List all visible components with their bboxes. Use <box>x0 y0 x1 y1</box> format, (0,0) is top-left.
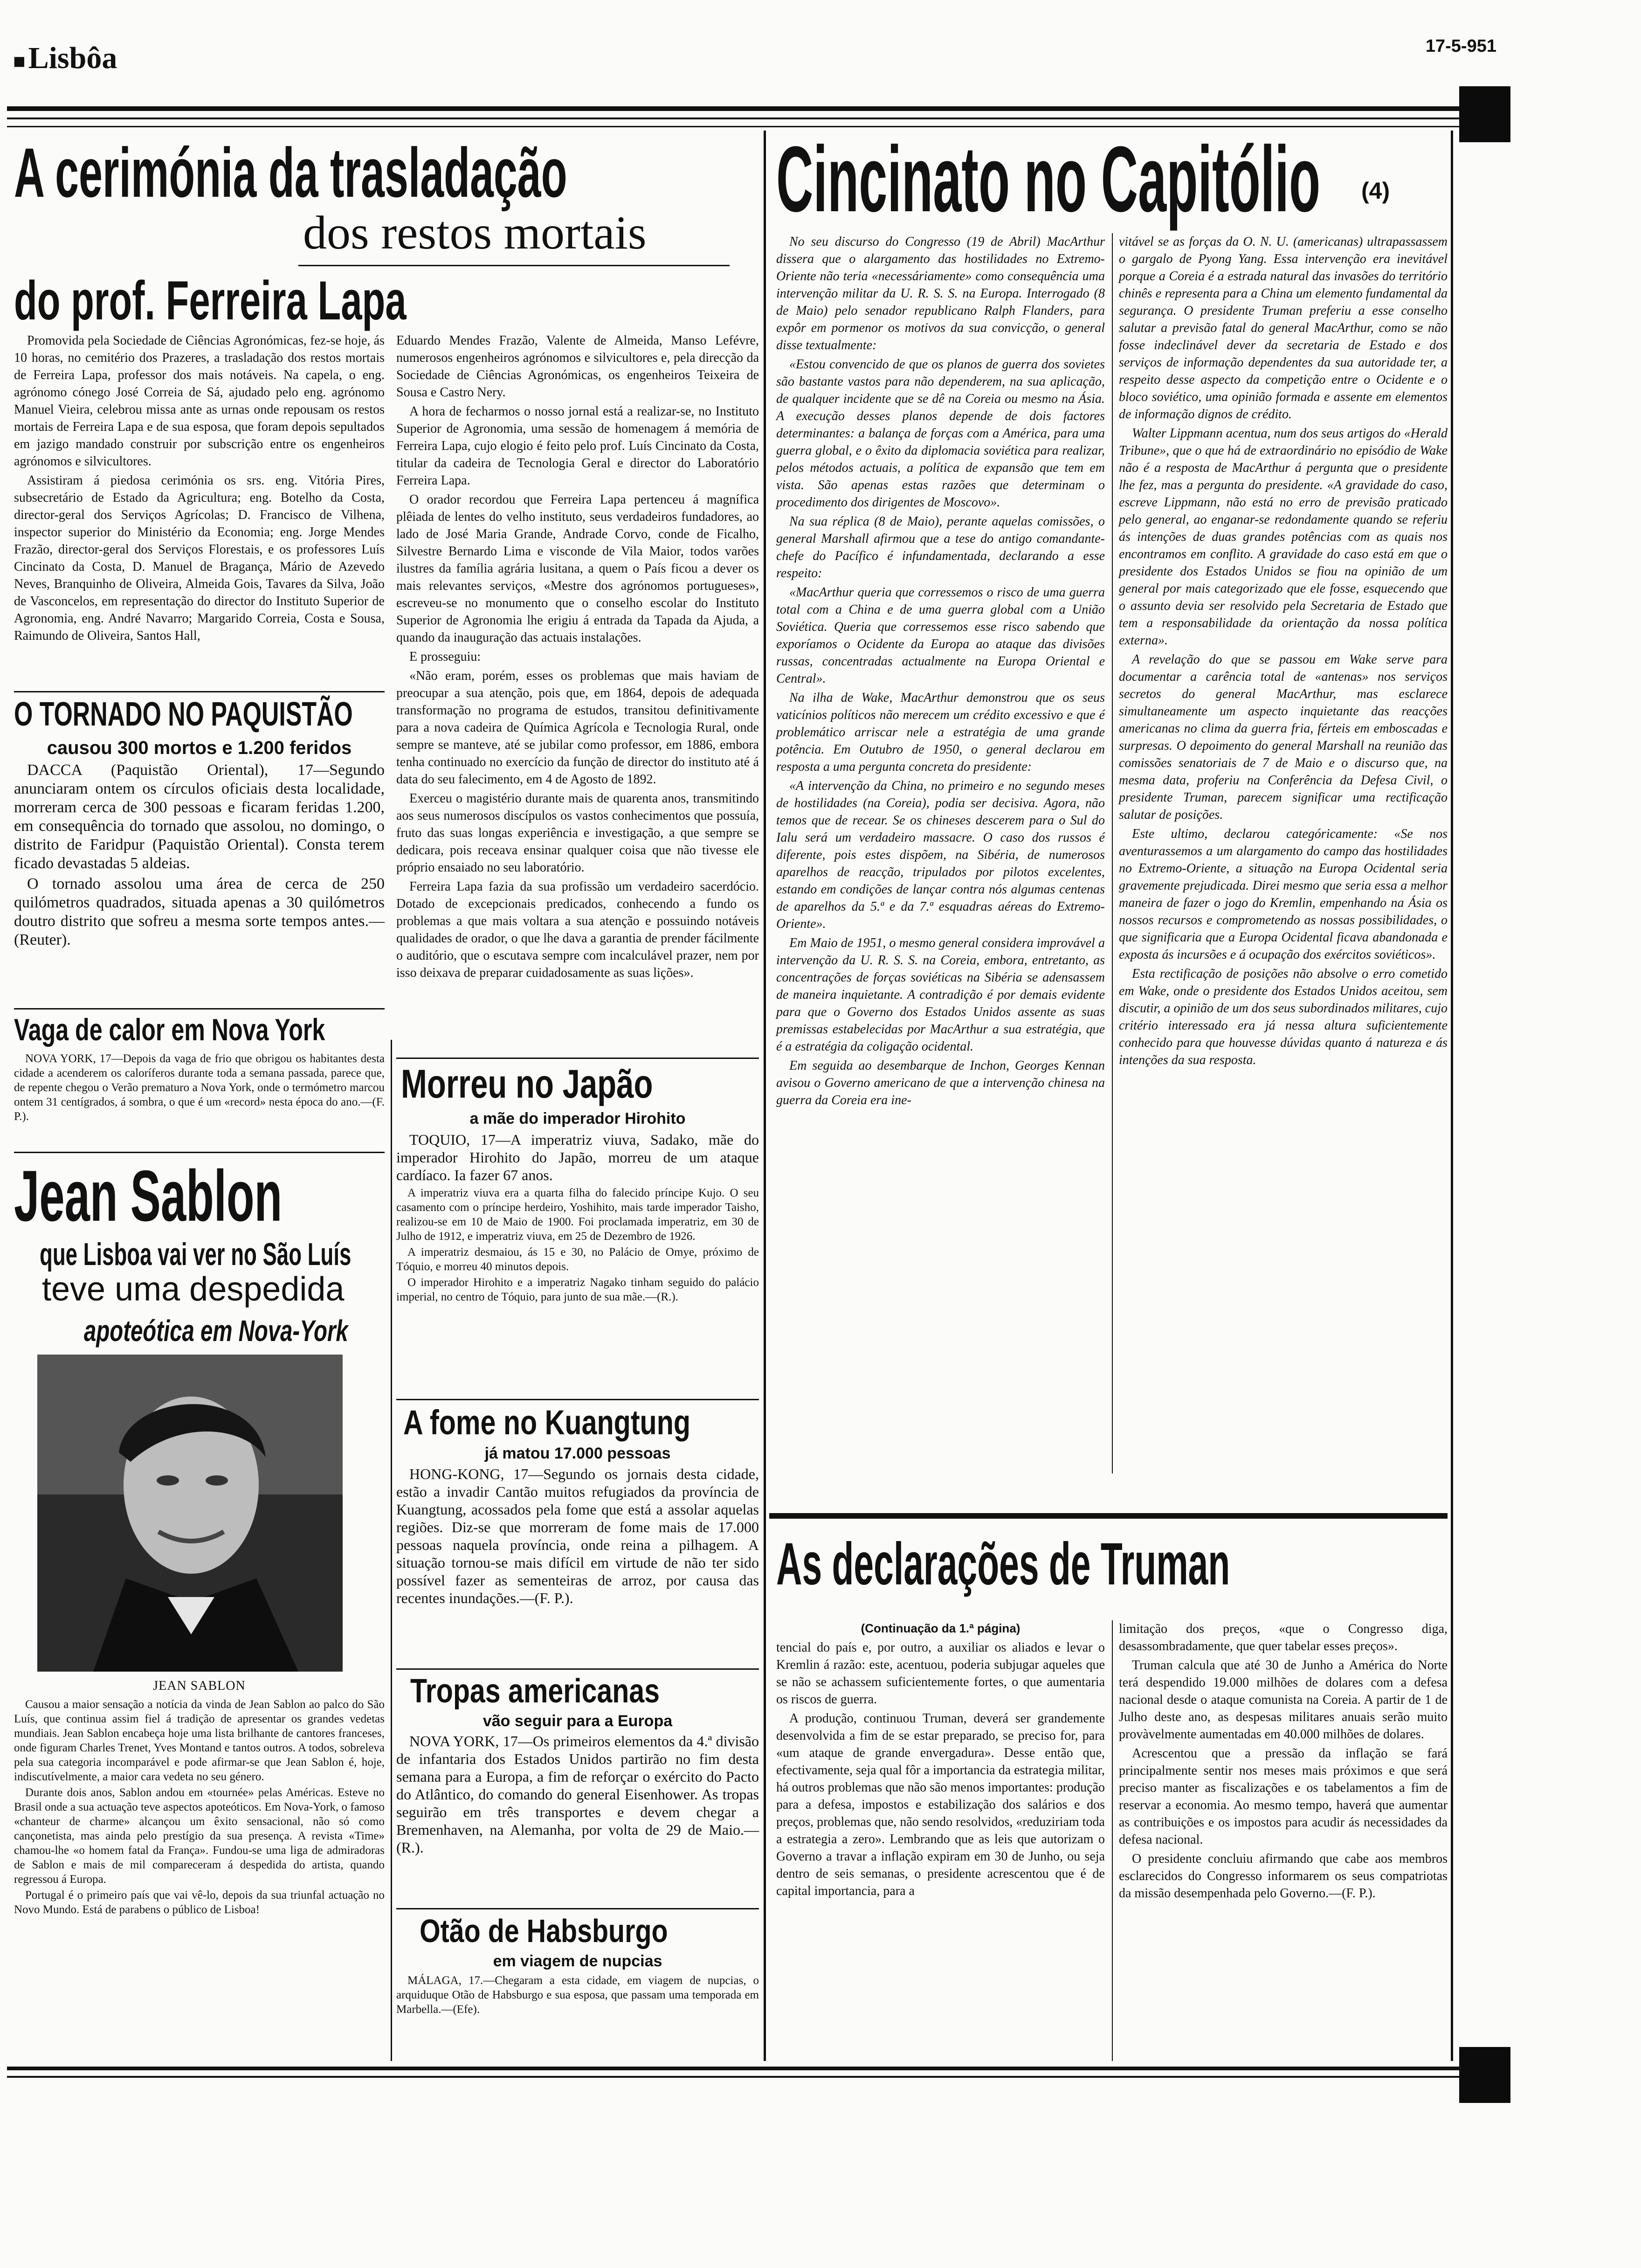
lapa-paragraph: Assistiram á piedosa cerimónia os srs. eng. Vitória Pires, subsecretário de Estado da Agricultura; eng. Botelho da Costa, director-geral dos Serviços Agrícolas; D. Francisco de Vilhena, inspector superior do Ministério da Economia; eng. Jorge Mendes Frazão, director-geral dos Serviços Florestais, e os professores Luís Cincinato da Costa, D. Manuel de Bragança, Mário de Azevedo Neves, Branquinho de Oliveira, Almeida Gois, Tavares da Silva, João de Vasconcelos, em representação do director do Instituto Superior de Agronomia, eng. André Navarro; Margarido Correia, Costa e Sousa, Raimundo de Oliveira, Santos Hall, <box>14 473 385 643</box>
lapa-paragraph: O orador recordou que Ferreira Lapa pertenceu á magnífica plêiada de lentes do velho instituto, seus verdadeiros fundadores, ao lado de José Maria Grande, Andrade Corvo, conde de Ficalho, Silvestre Bernardo Lima e visconde de Vila Maior, todos varões ilustres da família agrária lusitana, a quem o País ficou a dever os mais relevantes serviços, «Mestre dos agrónomos portugueses», escreveu-se no monumento que o conselho escolar do Instituto Superior de Agronomia lhe erigiu á entrada da Tapada da Ajuda, a quando da inauguração das actuais instalações. <box>396 492 759 645</box>
bottom-rule-2 <box>7 2076 1462 2078</box>
fome-headline: A fome no Kuangtung <box>403 1403 691 1442</box>
sablon-sub-1: que Lisboa vai ver no São Luís <box>40 1237 352 1272</box>
lapa-paragraph: Promovida pela Sociedade de Ciências Agronómicas, fez-se hoje, ás 10 horas, no cemitério dos Prazeres, a trasladação dos restos mortais de Ferreira Lapa, professor dos mais notáveis. Na capela, o eng. agrónomo cónego José Correia de Sá, ajudado pelo eng. agrónomo Manuel Vieira, celebrou missa ante as urnas onde repousam os restos mortais de Ferreira Lapa e de sua esposa, que foram depois sepultados em jazigo mandado construir por subscrição entre os engenheiros agrónomos e silvicultores. <box>14 333 385 469</box>
lapa-paragraph: A hora de fecharmos o nosso jornal está a realizar-se, no Instituto Superior de Agronomia, uma sessão de homenagem á memória de Ferreira Lapa, cujo elogio é feito pelo prof. Luís Cincinato da Costa, titular da cadeira de Tecnologia Geral e director do Laboratório Ferreira Lapa. <box>396 404 759 488</box>
truman-paragraph: O presidente concluiu afirmando que cabe aos membros esclarecidos do Congresso informarem os seus compatriotas da missão desempenhada pelo Governo.—(F. P.). <box>1119 1852 1448 1901</box>
cincinato-paragraph: «MacArthur queria que corressemos o risco de uma guerra total com a China e de uma guerra global com a União Soviética. Queria que corressemos esse risco sabendo que exporíamos o Ocidente da Europa ao ataque das divisões russas, concentradas actualmente na Europa Oriental e Central». <box>776 585 1105 686</box>
lapa-col-2 <box>396 332 759 983</box>
truman-paragraph: tencial do país e, por outro, a auxiliar os aliados e levar o Kremlin á razão: este, acentuou, poderia subjugar aqueles que se não se achassem suficientemente fortes, o que aumentaria os riscos de guerra. <box>776 1640 1105 1707</box>
portrait-illustration <box>37 1355 343 1672</box>
tornado-paragraph: DACCA (Paquistão Oriental), 17—Segundo anunciaram ontem os círculos oficiais desta localidade, morreram cerca de 300 pessoas e ficaram feridas 1.200, em consequência do tornado que assolou, no domingo, o distrito de Faridpur (Paquistão Oriental). Consta terem ficado devastadas 5 aldeias. <box>14 761 385 872</box>
morreu-headline: Morreu no Japão <box>401 1062 653 1106</box>
sablon-body <box>14 1697 385 1918</box>
cincinato-paragraph: Na sua réplica (8 de Maio), perante aquelas comissões, o general Marshall afirmou que a tese do antigo comandante-chefe do Pacífico é infundamentada, declarando a esse respeito: <box>776 514 1105 581</box>
morreu-body <box>396 1131 759 1306</box>
otao-paragraph: MÁLAGA, 17.—Chegaram a esta cidade, em viagem de nupcias, o arquiduque Otão de Habsburgo e sua esposa, que passam uma temporada em Marbella.—(Efe). <box>396 1974 759 2016</box>
lapa-paragraph: Eduardo Mendes Frazão, Valente de Almeida, Manso Lefévre, numerosos engenheiros agrónomos e silvicultores e, pela direcção da Sociedade de Ciências Agronómicas, os engenheiros Teixeira de Sousa e Castro Nery. <box>396 333 759 400</box>
otao-headline: Otão de Habsburgo <box>420 1913 668 1949</box>
lapa-col-1 <box>14 332 385 646</box>
truman-col-2 <box>1119 1620 1448 1904</box>
tornado-paragraph: O tornado assolou uma área de cerca de 250 quilómetros quadrados, situada apenas a 30 quilómetros doutro distrito que sofreu a mesma sorte tempos antes.—(Reuter). <box>14 875 385 948</box>
cincinato-paragraph: A revelação do que se passou em Wake serve para documentar a carência total de «antenas» nos serviços secretos do general MacArthur, mas esclarece simultaneamente um aspecto inquietante das reacções americanas no clima da guerra fria, férteis em emboscadas e surpresas. O depoimento do general Marshall na reunião das comissões senatoriais de 7 de Maio e o discurso que, na mesma data, proferiu na Conferência da Defesa Civil, o presidente Truman, parecem significar uma rectificação salutar de posições. <box>1119 652 1448 822</box>
heatwave-top-rule <box>14 1008 385 1010</box>
photo-caption: JEAN SABLON <box>153 1679 246 1693</box>
tornado-top-rule <box>14 691 385 692</box>
tropas-subhead: vão seguir para a Europa <box>483 1712 673 1730</box>
lapa-headline-3: do prof. Ferreira Lapa <box>14 270 407 332</box>
cincinato-paragraph: Na ilha de Wake, MacArthur demonstrou que os seus vaticínios políticos não merecem um crédito excessivo e que é problemático arriscar nele a estratégia de uma grande potência. Em Outubro de 1950, o general declarou em resposta a uma pergunta concreta do presidente: <box>776 691 1105 774</box>
truman-continuation: (Continuação da 1.ª página) <box>861 1621 1020 1635</box>
cincinato-col-1 <box>776 233 1105 1111</box>
divider-right-main <box>1451 131 1453 2061</box>
sablon-sub-3: apoteótica em Nova-York <box>84 1314 348 1348</box>
lapa-headline-rule <box>298 265 730 266</box>
lapa-headline-1: A cerimónia da trasladação <box>14 133 567 212</box>
sablon-paragraph: Durante dois anos, Sablon andou em «tournée» pelas Américas. Esteve no Brasil onde a sua actuação teve aspectos apoteóticos. Em Nova-York, o famoso «chanteur de charme» alcançou um êxito sensacional, não só como cançonetista, mas ainda pelo prestígio da sua presença. A revista «Time» chamou-lhe «o homem fatal da França». Fundou-se uma liga de admiradoras de Sablon e mais de mil compareceram á despedida do artista, quando regressou á Europa. <box>14 1786 385 1886</box>
truman-headline: As declarações de Truman <box>776 1531 1230 1597</box>
cincinato-paragraph: Em Maio de 1951, o mesmo general considera improvável a intervenção da U. R. S. S. na Coreia, embora, entretanto, as concentrações de forças soviéticas na Sibéria se adensassem de maneira inquietante. A contradição é por demais evidente para que o Governo dos Estados Unidos assente as suas premissas estabelecidas por MacArthur a sua estratégia, que é a estratégia da coligação ocidental. <box>776 936 1105 1054</box>
truman-paragraph: Truman calcula que até 30 de Junho a América do Norte terá despendido 19.000 milhões de dolares com a defesa nacional desde o ataque comunista na Coreia. A partir de 1 de Julho deste ano, as despesas militares anuais serão muito provàvelmente aumentadas em 40.000 milhões de dolares. <box>1119 1658 1448 1742</box>
cincinato-headline: Cincinato no Capitólio <box>776 127 1321 231</box>
cincinato-paragraph: Esta rectificação de posições não absolve o erro cometido em Wake, onde o presidente dos Estados Unidos aceitou, sem discutir, a opinião de um dos seus subordinados militares, cujo critério interessado era já nessa altura suficientemente conhecido para que houvesse dúvidas quanto á natureza e ás intenções da sua resposta. <box>1119 967 1448 1067</box>
top-rule-1 <box>7 106 1462 111</box>
tropas-body <box>396 1732 759 1858</box>
morreu-paragraph: TOQUIO, 17—A imperatriz viuva, Sadako, mãe do imperador Hirohito do Japão, morreu de um ataque cardíaco. Ia fazer 67 anos. <box>396 1131 759 1183</box>
truman-paragraph: limitação dos preços, «que o Congresso diga, desassombradamente, que quer tabelar esses preços». <box>1119 1622 1448 1653</box>
morreu-paragraph: A imperatriz viuva era a quarta filha do falecido príncipe Kujo. O seu casamento com o príncipe herdeiro, Yoshihito, mais tarde imperador Taisho, realizou-se em 10 de Maio de 1900. Foi proclamada imperatriz, em 30 de Julho de 1912, e imperatriz viuva, em 25 de Dezembro de 1926. <box>396 1187 759 1243</box>
fome-top-rule <box>396 1399 759 1400</box>
fome-subhead: já matou 17.000 pessoas <box>484 1445 671 1462</box>
cincinato-col-2 <box>1119 233 1448 1071</box>
tornado-body <box>14 761 385 951</box>
cincinato-paragraph: Walter Lippmann acentua, num dos seus artigos do «Herald Tribune», que o que há de extraordinário no episódio de Wake não é a resposta de MacArthur á pergunta que o presidente lhe fez, mas a pergunta do presidente. «A gravidade do caso, escreve Lippmann, não está no erro de previsão praticado pelo general, ao enganar-se redondamente quando se referiu ás intenções de duas grandes potências com as quais nos encontramos em conflito. A gravidade do caso está em que o presidente dos Estados Unidos se fiou na opinião de um general por mais categorizado que ele fosse, esquecendo que o assunto devia ser resolvido pela Secretaria de Estado que tem a responsabilidade da orientação da nossa política externa». <box>1119 426 1448 648</box>
divider-cincinato-cols <box>1112 233 1113 1473</box>
morreu-top-rule <box>396 1058 759 1059</box>
cincinato-marker: (4) <box>1361 178 1390 204</box>
cincinato-paragraph: No seu discurso do Congresso (19 de Abril) MacArthur dissera que o alargamento das hostilidades no Extremo-Oriente não teria «necessáriamente» como consequência uma intervenção militar da U. R. S. S. na Europa. Interrogado (8 de Maio) pelo senador republicano Ralph Flanders, para expôr em pormenor os motivos da sua convicção, o general disse textualmente: <box>776 235 1105 353</box>
tornado-headline: O TORNADO NO PAQUISTÃO <box>14 696 353 733</box>
lapa-paragraph: Ferreira Lapa fazia da sua profissão um verdadeiro sacerdócio. Dotado de excepcionais predicados, conhecendo a fundo os problemas a que mais voltara a sua atenção e possuindo notáveis qualidades de orador, o que lhe dava a garantia de prender fácilmente o auditório, que o escutava sempre com incalculável prazer, nem por isso deixava de preparar cuidadosamente as suas lições». <box>396 879 759 980</box>
fome-paragraph: HONG-KONG, 17—Segundo os jornais desta cidade, estão a invadir Cantão muitos refugiados da província de Kuangtung, acossados pela fome que está a assolar aquelas regiões. Diz-se que morreram de fome mais de 17.000 pessoas naquela província, onde reina a pilhagem. A situação tornou-se mais difícil em virtude de não ter sido possível fazer as sementeiras de arroz, por causa das recentes inundações.—(F. P.). <box>396 1466 759 1606</box>
cincinato-paragraph: vitável se as forças da O. N. U. (americanas) ultrapassassem o gargalo de Pyong Yang. Essa intervenção era inevitável porque a Coreia é a estrada natural das invasões do território chinês e representa para a China um elemento fundamental da segurança. O presidente Truman preferiu a esse conselho salutar a previsão fatal do general MacArthur, como se não fosse indeclinável dever da secretaria de Estado e dos serviços de informação dependentes da sua autoridade ter, a respeito desse aspecto da competição entre o Ocidente e o bloco soviético, uma opinião formada e assente em elementos de informação dignos de crédito. <box>1119 235 1448 422</box>
sablon-top-rule <box>14 1152 385 1153</box>
truman-col-1 <box>776 1639 1105 1902</box>
sablon-paragraph: Causou a maior sensação a notícia da vinda de Jean Sablon ao palco do São Luís, que continua assim fiel á tradição de apresentar os grandes vedetas mundiais. Jean Sablon encabeça hoje uma lista brilhante de cantores franceses, onde figuram Charles Trenet, Yves Montand e tantos outros. A todos, sobreleva pela sua categoria incomparável e pode afirmar-se que Jean Sablon é, hoje, indiscutívelmente, a maior cara vedeta no seu género. <box>14 1698 385 1783</box>
truman-paragraph: A produção, continuou Truman, deverá ser grandemente desenvolvida a fim de se estar preparado, se preciso for, para «um ataque de grande envergadura». Desse então que, efectivamente, seja qual fôr a importancia da estrategia militar, há outros problemas que não são menos importantes: produção para a defesa, impostos e estabilização dos salários e dos preços, problemas que, não sendo resolvidos, «reduziriam toda a estrategia a zero». Lembrando que as leis que autorizam o Governo a travar a inflação expiram em 30 de Junho, ou seja dentro de seis semanas, o presidente acrescentou que é de capital importancia, para a <box>776 1711 1105 1898</box>
heatwave-headline: Vaga de calor em Nova York <box>14 1012 325 1047</box>
page-date: 17-5-951 <box>1425 36 1496 56</box>
tropas-top-rule <box>396 1668 759 1670</box>
divider-truman-cols <box>1112 1620 1113 2061</box>
sablon-paragraph: Portugal é o primeiro país que vai vê-lo, depois da sua triunfal actuação no Novo Mundo. Está de parabens o público de Lisboa! <box>14 1889 385 1916</box>
fome-body <box>396 1465 759 1609</box>
cincinato-paragraph: «A intervenção da China, no primeiro e no segundo meses de hostilidades (na Coreia), podia ser decisiva. Agora, não temos que de recear. Se os chineses descerem para o Sul do Ialu será um verdadeiro massacre. O caso dos russos é diferente, pois estes dispõem, na Sibéria, de numerosos aparelhos de reacção, tripulados por pilotos excelentes, estando em condições de lançar contra nós algumas centenas de aparelhos da 5.ª e da 7.ª esquadras aéreas do Extremo-Oriente». <box>776 779 1105 931</box>
heatwave-paragraph: NOVA YORK, 17—Depois da vaga de frio que obrigou os habitantes desta cidade a acenderem os caloríferos durante toda a semana passada, parece que, de repente chegou o Verão prematuro a Nova York, onde o termómetro marcou ontem 31 centígrados, á sombra, o que é um «record» nesta época do ano.—(F. P.). <box>14 1052 385 1123</box>
otao-subhead: em viagem de nupcias <box>493 1952 662 1970</box>
otao-top-rule <box>396 1908 759 1909</box>
divider-left-main <box>764 131 766 2061</box>
lapa-paragraph: «Não eram, porém, esses os problemas que mais haviam de preocupar a sua atenção, pois que, em 1864, depois de adequada transformação no programa de estudos, transitou definitivamente para a nova cadeira de Química Agrícola e Tecnologia Rural, onde sempre se manteve, até se jubilar como professor, em 1886, embora tenha continuado no exercício da função de director do instituto até á data do seu falecimento, em 4 de Agosto de 1892. <box>396 669 759 787</box>
sablon-headline: Jean Sablon <box>14 1155 283 1236</box>
masthead-mark: ■ <box>13 50 26 73</box>
margin-block-bottom <box>1459 2047 1510 2103</box>
truman-paragraph: Acrescentou que a pressão da inflação se fará principalmente sentir nos meses mais próximos e que será preciso manter as fiscalizações e os tabelamentos a fim de reservar a economia. Ao mesmo tempo, haverá que aumentar as contribuições e os impostos para acudir ás necessidades da defesa nacional. <box>1119 1746 1448 1847</box>
lapa-paragraph: Exerceu o magistério durante mais de quarenta anos, transmitindo aos seus numerosos discípulos os vastos conhecimentos que possuía, fruto das suas longas experiência e investigação, a que sempre se dedicara, pois receava ensinar qualquer coisa que não tivesse ele próprio ensaiado no seu laboratório. <box>396 791 759 875</box>
morreu-paragraph: A imperatriz desmaiou, ás 15 e 30, no Palácio de Omye, próximo de Tóquio, e morreu 40 minutos depois. <box>396 1246 759 1273</box>
tornado-subhead: causou 300 mortos e 1.200 feridos <box>47 738 352 758</box>
truman-top-rule <box>769 1513 1448 1519</box>
lapa-headline-2: dos restos mortais <box>303 207 647 259</box>
top-rule-2 <box>7 118 1462 119</box>
morreu-paragraph: O imperador Hirohito e a imperatriz Nagako tinham seguido do palácio imperial, no centro de Tóquio, para junto de sua mãe.—(R.). <box>396 1276 759 1303</box>
tropas-headline: Tropas americanas <box>410 1673 660 1710</box>
morreu-subhead: a mãe do imperador Hirohito <box>469 1110 686 1127</box>
cincinato-paragraph: Em seguida ao desembarque de Inchon, Georges Kennan avisou o Governo americano de que a intervenção chinesa na guerra da Coreia era ine- <box>776 1058 1105 1107</box>
cincinato-paragraph: «Estou convencido de que os planos de guerra dos sovietes são bastante vastos para não dependerem, na sua aplicação, de qualquer incidente que se dê na Coreia ou mesmo na Ásia. A execução desses planos depende de dois factores determinantes: a balança de forças com a América, para uma guerra global, e o êxito da diplomacia soviética para realizar, pelos métodos actuais, a política de expansão que tem em vista. São apenas estas razões que determinam o procedimento dos dirigentes de Moscovo». <box>776 357 1105 510</box>
bottom-rule-1 <box>7 2067 1462 2070</box>
heatwave-body <box>14 1051 385 1125</box>
cincinato-paragraph: Este ultimo, declarou categóricamente: «Se nos aventurassemos a um alargamento do campo das hostilidades no Extremo-Oriente, a situação na Europa Ocidental seria gravemente prejudicada. Direi mesmo que seria essa a melhor maneira de fazer o jogo do Kremlin, empenhando na Ásia os nossos recursos e comprometendo as nossas possibilidades, o que significaria que a Europa Ocidental ficava abandonada e exposta ás incursões e á ocupação dos exércitos soviéticos». <box>1119 827 1448 962</box>
lapa-paragraph: E prosseguiu: <box>409 650 481 664</box>
jean-sablon-photo <box>37 1355 343 1672</box>
tropas-paragraph: NOVA YORK, 17—Os primeiros elementos da 4.ª divisão de infantaria dos Estados Unidos partirão no fim desta semana para a Europa, a fim de reforçar o exército do Pacto do Atlântico, do comando do general Eisenhower. As tropas seguirão em três transportes e devem chegar a Bremenhaven, na Alemanha, por volta de 29 de Maio.—(R.). <box>396 1733 759 1856</box>
masthead-title: ■Lisbôa <box>13 41 117 75</box>
sablon-sub-2: teve uma despedida <box>42 1271 345 1308</box>
otao-body <box>396 1973 759 2018</box>
